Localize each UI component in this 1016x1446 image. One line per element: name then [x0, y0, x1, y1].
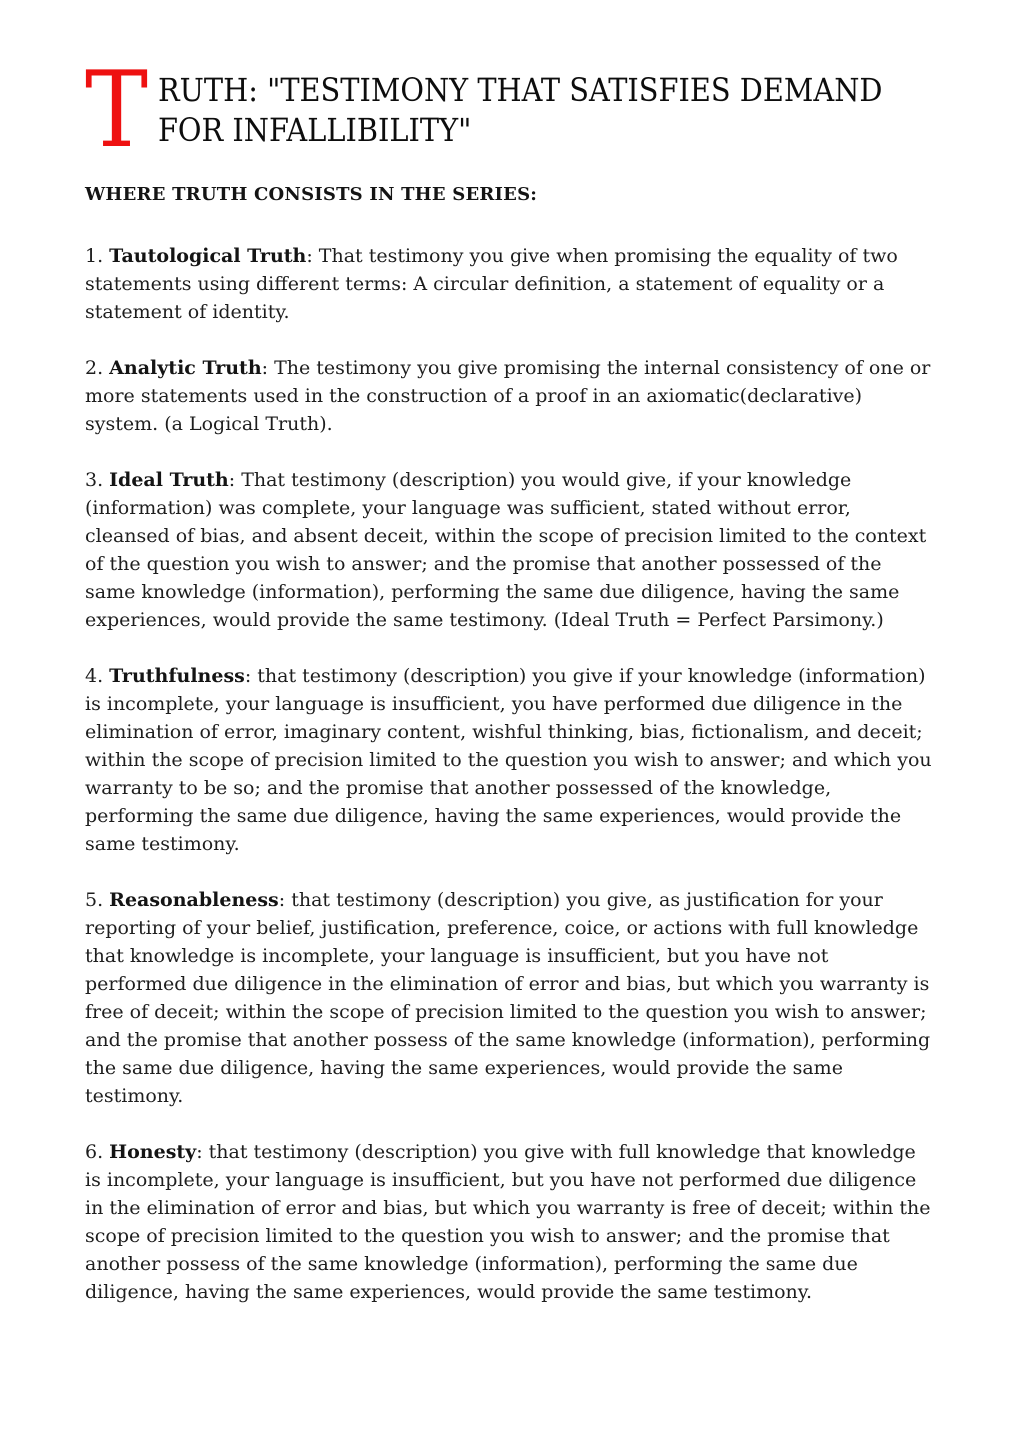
series-item-analytic-truth: [85, 354, 934, 438]
item-number: 1.: [85, 245, 110, 267]
item-term: Truthfulness: [109, 665, 245, 687]
series-item-honesty: [85, 1138, 934, 1306]
item-number: 6.: [85, 1141, 110, 1163]
series-subtitle: WHERE TRUTH CONSISTS IN THE SERIES:: [85, 184, 538, 205]
series-item-tautological-truth: [85, 242, 934, 326]
series-item-truthfulness: [85, 662, 934, 858]
item-number: 4.: [85, 665, 110, 687]
item-number: 5.: [85, 889, 110, 911]
title-dropcap: T: [85, 49, 149, 171]
item-definition: : that testimony (description) you give, as justification for your reporting of your belief, justification, preference, coice, or actions with full knowledge that knowledge is incomplete, your language is insufficient, but you have not performed due diligence in the elimination of error and bias, but which you warranty is free of deceit; within the scope of precision limited to the question you wish to answer; and the promise that another possess of the same knowledge (information), performing the same due diligence, having the same experiences, would provide the same testimony.: [85, 889, 931, 1107]
item-number: 3.: [85, 469, 110, 491]
item-term: Ideal Truth: [109, 469, 229, 491]
item-definition: : That testimony (description) you would give, if your knowledge (information) was complete, your language was sufficient, stated without error, cleansed of bias, and absent deceit, within the scope of precision limited to the context of the question you wish to answer; and the promise that another possessed of the same knowledge (information), performing the same due diligence, having the same experiences, would provide the same testimony. (Ideal Truth = Perfect Parsimony.): [85, 469, 927, 631]
item-term: Analytic Truth: [109, 357, 262, 379]
item-definition: : The testimony you give promising the internal consistency of one or more statements used in the construction of a proof in an axiomatic(declarative) system. (a Logical Truth).: [85, 357, 931, 435]
page-title: [85, 49, 883, 171]
page-title-text: [158, 68, 883, 150]
series-item-reasonableness: [85, 886, 934, 1110]
item-term: Honesty: [109, 1141, 197, 1163]
item-definition: : That testimony you give when promising the equality of two statements using different terms: A circular definition, a statement of equality or a statement of identity.: [85, 245, 898, 323]
series-item-ideal-truth: [85, 466, 934, 634]
item-term: Tautological Truth: [109, 245, 307, 267]
page-title-line1: RUTH: "TESTIMONY THAT SATISFIES DEMAND: [157, 71, 883, 109]
page-title-line2: FOR INFALLIBILITY": [157, 111, 472, 149]
item-definition: : that testimony (description) you give with full knowledge that knowledge is incomplete, your language is insufficient, but you have not performed due diligence in the elimination of error and bias, but which you warranty is free of deceit; within the scope of precision limited to the question you wish to answer; and the promise that another possess of the same knowledge (information), performing the same due diligence, having the same experiences, would provide the same testimony.: [85, 1141, 931, 1303]
item-definition: : that testimony (description) you give if your knowledge (information) is incomplete, your language is insufficient, you have performed due diligence in the elimination of error, imaginary content, wishful thinking, bias, fictionalism, and deceit; within the scope of precision limited to the question you wish to answer; and which you warranty to be so; and the promise that another possessed of the knowledge, performing the same due diligence, having the same experiences, would provide the same testimony.: [85, 665, 932, 855]
item-number: 2.: [85, 357, 110, 379]
item-term: Reasonableness: [109, 889, 279, 911]
